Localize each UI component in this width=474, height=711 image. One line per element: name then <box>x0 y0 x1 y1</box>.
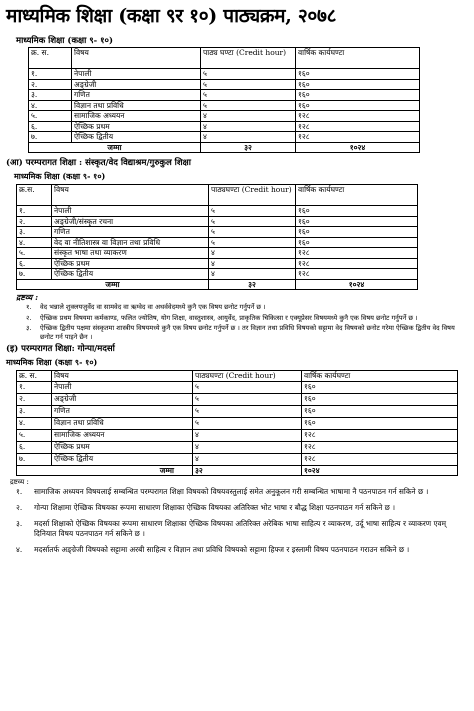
row-subject: वेद वा नीतिशास्त्र वा विज्ञान तथा प्रविधि <box>52 237 209 248</box>
row-subject: ऐच्छिक द्वितीय <box>72 132 201 143</box>
total-row <box>17 279 418 290</box>
row-hours: १२८ <box>296 258 418 269</box>
row-serial: १. <box>17 381 52 393</box>
row-serial: ६. <box>17 441 52 453</box>
total-label: जम्मा <box>17 279 209 290</box>
row-serial: २. <box>29 79 72 90</box>
header-cell: पाठ्यघण्टा (Credit hour) <box>193 371 302 382</box>
row-credit: ५ <box>201 100 296 111</box>
row-hours: १६० <box>296 79 420 90</box>
section3-notes <box>6 487 468 555</box>
row-credit: ५ <box>201 79 296 90</box>
note-item <box>16 519 468 539</box>
row-hours: १२८ <box>296 269 418 280</box>
row-subject: नेपाली <box>52 381 193 393</box>
total-label: जम्मा <box>17 465 193 476</box>
section1-table <box>28 47 420 153</box>
note-number: ३. <box>26 324 32 332</box>
row-credit: ४ <box>193 453 302 465</box>
note-text: गोन्पा शिक्षामा ऐच्छिक विषयका रूपमा साधारण शिक्षाका ऐच्छिक विषयका अतिरिक्त भोट भाषा र बौद्ध शिक्षा पठनपाठन गर्न सकिने छ । <box>34 503 396 512</box>
table-row <box>17 381 458 393</box>
row-subject: संस्कृत भाषा तथा व्याकरण <box>52 248 209 259</box>
row-credit: ५ <box>209 227 296 238</box>
row-hours: १६० <box>302 381 458 393</box>
row-credit: ५ <box>209 237 296 248</box>
row-credit: ४ <box>209 248 296 259</box>
row-subject: गणित <box>52 405 193 417</box>
row-subject: ऐच्छिक द्वितीय <box>52 453 193 465</box>
table-row <box>17 417 458 429</box>
row-hours: १६० <box>296 227 418 238</box>
row-hours: १६० <box>302 405 458 417</box>
total-row <box>29 142 420 153</box>
row-subject: ऐच्छिक प्रथम <box>72 121 201 132</box>
header-cell: विषय <box>72 48 201 69</box>
header-cell: वार्षिक कार्यघण्टा <box>302 371 458 382</box>
section3-table <box>16 370 458 476</box>
note-item <box>26 303 468 312</box>
total-credit: ३२ <box>209 279 296 290</box>
row-serial: ७. <box>29 132 72 143</box>
row-subject: विज्ञान तथा प्रविधि <box>72 100 201 111</box>
header-cell: विषय <box>52 185 209 206</box>
row-subject: गणित <box>52 227 209 238</box>
section3-subheading: माध्यमिक शिक्षा (कक्षा ९- १०) <box>6 357 98 367</box>
note-number: ४. <box>16 545 23 554</box>
table-row <box>29 90 420 101</box>
table-row <box>17 269 418 280</box>
note-item <box>26 324 468 341</box>
table-row <box>17 237 418 248</box>
row-subject: गणित <box>72 90 201 101</box>
row-hours: १६० <box>302 393 458 405</box>
note-text: ऐच्छिक द्वितीय पक्षमा संस्कृतमा शास्त्रीय विषयमध्ये कुनै एक विषय छनोट गर्नुपर्ने छ । तर विज्ञान तथा प्रविधि विषयको सट्टामा वेद विषयको छनोट गरेमा ऐच्छिक द्वितीय वेद विषय छनोट गर्न पाइने छैन । <box>40 324 455 341</box>
row-hours: १२८ <box>296 121 420 132</box>
page-title: माध्यमिक शिक्षा (कक्षा ९र १०) पाठ्यक्रम, २०७८ <box>6 5 337 27</box>
row-serial: ४. <box>17 417 52 429</box>
row-credit: ४ <box>193 441 302 453</box>
row-credit: ४ <box>209 258 296 269</box>
table-row <box>29 100 420 111</box>
header-cell: पाठ्य घण्टा (Credit hour) <box>201 48 296 69</box>
row-subject: ऐच्छिक प्रथम <box>52 441 193 453</box>
table-row <box>29 132 420 143</box>
header-cell: क्र. स. <box>29 48 72 69</box>
row-subject: सामाजिक अध्ययन <box>52 429 193 441</box>
note-number: १. <box>16 487 23 496</box>
note-number: ३. <box>16 519 23 528</box>
table-row <box>17 206 418 217</box>
row-hours: १६० <box>296 237 418 248</box>
note-item <box>26 314 468 323</box>
row-serial: ७. <box>17 269 52 280</box>
header-cell: विषय <box>52 371 193 382</box>
note-text: मदर्सातर्फ अङ्ग्रेजी विषयको सट्टामा अरबी साहित्य र विज्ञान तथा प्रविधि विषयको सट्टामा हिफ्ज र इस्लामी विषय पठनपाठन गराउन सकिने छ । <box>34 545 410 554</box>
note-item <box>16 503 468 513</box>
total-credit: ३२ <box>193 465 302 476</box>
note-number: २. <box>26 313 32 322</box>
row-credit: ५ <box>193 405 302 417</box>
row-hours: १२८ <box>302 429 458 441</box>
row-serial: ५. <box>17 248 52 259</box>
row-subject: ऐच्छिक द्वितीय <box>52 269 209 280</box>
table-row <box>17 216 418 227</box>
row-hours: १२८ <box>302 441 458 453</box>
row-hours: १६० <box>302 417 458 429</box>
row-credit: ५ <box>193 381 302 393</box>
table-row <box>29 79 420 90</box>
section1-heading: माध्यमिक शिक्षा (कक्षा ९- १०) <box>16 36 113 46</box>
row-subject: अङ्ग्रेजी <box>72 79 201 90</box>
header-cell: वार्षिक कार्यघण्टा <box>296 185 418 206</box>
table-row <box>17 393 458 405</box>
note-text: सामाजिक अध्ययन विषयलाई सम्बन्धित परम्परागत शिक्षा विषयको विषयवस्तुलाई समेत अनुकूलन गरी सम्बन्धित भाषामा नै पठनपाठन गर्न सकिने छ । <box>34 487 429 496</box>
section2-subheading: माध्यमिक शिक्षा (कक्षा ९- १०) <box>14 171 106 181</box>
note-item <box>16 545 468 555</box>
row-subject: नेपाली <box>72 69 201 80</box>
row-serial: १. <box>17 206 52 217</box>
total-hours: १०२४ <box>296 142 420 153</box>
row-serial: २. <box>17 393 52 405</box>
row-credit: ४ <box>201 121 296 132</box>
header-cell: पाठ्यघण्टा (Credit hour) <box>209 185 296 206</box>
row-hours: १६० <box>296 100 420 111</box>
row-subject: नेपाली <box>52 206 209 217</box>
row-serial: २. <box>17 216 52 227</box>
note-text: मदर्सा शिक्षाको ऐच्छिक विषयका रूपमा साधारण शिक्षाका ऐच्छिक विषयका अतिरिक्त अरेबिक भाषा साहित्य र व्याकरण, उर्दू भाषा साहित्य र व्याकरण एवम् दिनियात विषय पठनपाठन गर्न सकिने छ । <box>34 519 447 538</box>
table-row <box>17 227 418 238</box>
note-item <box>16 487 468 497</box>
note-text: ऐच्छिक प्रथम विषयमा कर्मकाण्ड, फलित ज्योतिष, योग शिक्षा, वास्तुशास्त्र, आयुर्वेद, प्राकृतिक चिकित्सा र एक्यूप्रेसर विषयमध्ये कुनै एक विषय छनोट गर्नुपर्ने छ । <box>40 313 418 322</box>
row-serial: ७. <box>17 453 52 465</box>
header-cell: क्र. स. <box>17 371 52 382</box>
total-credit: ३२ <box>201 142 296 153</box>
row-subject: अङ्ग्रेजी <box>52 393 193 405</box>
note-number: २. <box>16 503 23 512</box>
row-serial: ५. <box>29 111 72 122</box>
row-credit: ५ <box>193 393 302 405</box>
row-serial: ६. <box>17 258 52 269</box>
row-subject: अङ्ग्रेजी/संस्कृत रचना <box>52 216 209 227</box>
header-cell: क्र.स. <box>17 185 52 206</box>
row-hours: १२८ <box>296 132 420 143</box>
table-header-row <box>17 185 418 206</box>
row-hours: १२८ <box>302 453 458 465</box>
row-serial: ३. <box>29 90 72 101</box>
row-serial: ४. <box>17 237 52 248</box>
table-row <box>17 258 418 269</box>
total-label: जम्मा <box>29 142 201 153</box>
section2-notes <box>6 303 468 341</box>
row-hours: १६० <box>296 216 418 227</box>
table-row <box>17 429 458 441</box>
row-credit: ४ <box>209 269 296 280</box>
row-hours: १२८ <box>296 248 418 259</box>
row-credit: ४ <box>193 429 302 441</box>
table-header-row <box>17 371 458 382</box>
row-credit: ५ <box>201 90 296 101</box>
row-subject: ऐच्छिक प्रथम <box>52 258 209 269</box>
table-row <box>29 121 420 132</box>
row-serial: ३. <box>17 227 52 238</box>
table-row <box>29 111 420 122</box>
row-serial: ४. <box>29 100 72 111</box>
note-text: वेद भन्नाले शुक्लयजुर्वेद वा सामवेद वा ऋग्वेद वा अथर्ववेदमध्ये कुनै एक विषय छनोट गर्नुपर्ने छ । <box>40 303 266 311</box>
row-serial: ३. <box>17 405 52 417</box>
row-serial: ५. <box>17 429 52 441</box>
section3-heading: (इ) परम्परागत शिक्षा: गोन्पा/मदर्सा <box>6 344 115 354</box>
row-credit: ४ <box>201 132 296 143</box>
section3-note-heading: द्रष्टव्य : <box>10 478 29 486</box>
table-row <box>17 441 458 453</box>
row-hours: १६० <box>296 90 420 101</box>
section2-heading: (आ) परम्परागत शिक्षा : संस्कृत/वेद विद्याश्रम/गुरुकुल शिक्षा <box>6 158 191 168</box>
row-serial: १. <box>29 69 72 80</box>
row-credit: ४ <box>201 111 296 122</box>
row-credit: ५ <box>209 216 296 227</box>
total-row <box>17 465 458 476</box>
row-credit: ५ <box>201 69 296 80</box>
row-credit: ५ <box>193 417 302 429</box>
total-hours: १०२४ <box>302 465 458 476</box>
table-row <box>29 69 420 80</box>
section2-note-heading: द्रष्टव्य : <box>16 292 39 302</box>
row-hours: १६० <box>296 69 420 80</box>
row-credit: ५ <box>209 206 296 217</box>
table-header-row <box>29 48 420 69</box>
row-subject: विज्ञान तथा प्रविधि <box>52 417 193 429</box>
header-cell: वार्षिक कार्यघण्टा <box>296 48 420 69</box>
note-number: १. <box>26 303 32 311</box>
row-hours: १६० <box>296 206 418 217</box>
table-row <box>17 453 458 465</box>
row-hours: १२८ <box>296 111 420 122</box>
section2-table <box>16 184 418 290</box>
table-row <box>17 248 418 259</box>
table-row <box>17 405 458 417</box>
total-hours: १०२४ <box>296 279 418 290</box>
row-serial: ६. <box>29 121 72 132</box>
row-subject: सामाजिक अध्ययन <box>72 111 201 122</box>
